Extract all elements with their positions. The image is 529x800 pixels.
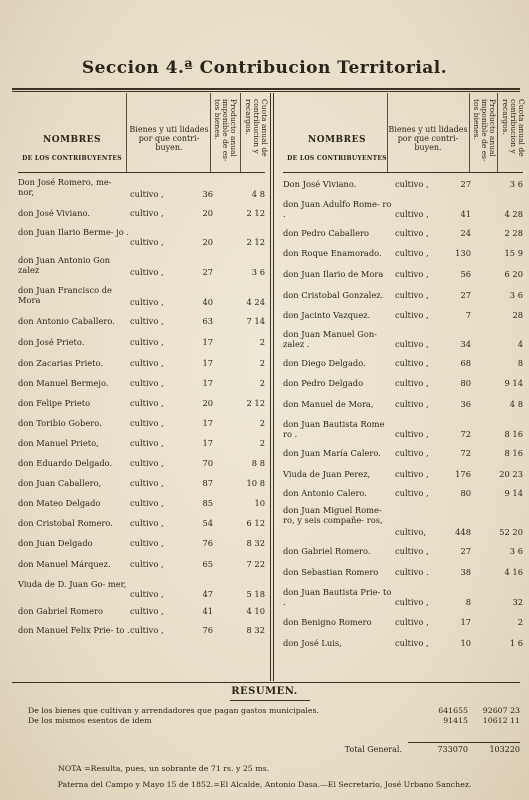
- producto-cell: 17: [202, 418, 213, 428]
- bienes-cell: cultivo ,: [395, 617, 429, 627]
- cuota-cell: 8 32: [246, 625, 265, 635]
- contributor-name: don Cristobal Romero.: [18, 518, 113, 528]
- total-producto: 733070: [437, 745, 468, 754]
- cuota-cell: 2 28: [504, 228, 523, 238]
- producto-cell: 76: [202, 625, 213, 635]
- contributor-name: don Pedro Caballero: [283, 228, 370, 238]
- cuota-cell: 2: [517, 617, 523, 627]
- cuota-cell: 4 28: [504, 209, 523, 219]
- table-row: [283, 611, 523, 633]
- header-divider: [469, 93, 470, 172]
- bienes-cell: cultivo ,: [130, 378, 164, 388]
- table-row: [18, 173, 265, 203]
- resumen-row-producto: 641655: [438, 706, 468, 715]
- resumen-rule: [230, 700, 310, 701]
- table-row: [18, 331, 265, 353]
- table-row: [283, 325, 523, 353]
- right-table: [283, 93, 526, 653]
- table-row: [18, 575, 265, 603]
- resumen-row-cuota: 92607 23: [482, 706, 520, 715]
- contributor-name: don Gabriel Romero: [18, 606, 103, 616]
- producto-cell: 85: [202, 498, 213, 508]
- table-row: [18, 603, 265, 619]
- resumen-row-label: De los mismos esentos de idem: [28, 716, 152, 725]
- bienes-cell: cultivo ,: [130, 267, 164, 277]
- producto-cell: 47: [202, 589, 213, 599]
- bienes-cell: cultivo ,: [130, 189, 164, 199]
- left-table: [18, 93, 269, 641]
- bienes-cell: cultivo ,: [130, 538, 164, 548]
- producto-cell: 36: [202, 189, 213, 199]
- table-row: [18, 619, 265, 641]
- contributor-name: Viuda de Juan Perez,: [283, 469, 371, 479]
- producto-cell: 17: [202, 337, 213, 347]
- contributor-name: don Juan Ilario de Mora: [283, 269, 384, 279]
- cuota-cell: 8: [517, 358, 523, 368]
- table-row: [283, 415, 523, 443]
- table-row: [18, 393, 265, 413]
- bienes-cell: cultivo ,: [130, 478, 164, 488]
- cuota-cell: 3 6: [251, 267, 265, 277]
- cuota-cell: 8 8: [251, 458, 265, 468]
- table-row: [283, 501, 523, 541]
- column-divider-double: [273, 93, 274, 681]
- contributor-name: don Juan Delgado: [18, 538, 93, 548]
- bienes-cell: cultivo ,: [395, 546, 429, 556]
- table-row: [283, 443, 523, 463]
- cuota-cell: 10 8: [246, 478, 265, 488]
- producto-cell: 76: [202, 538, 213, 548]
- bienes-cell: cultivo ,: [395, 469, 429, 479]
- producto-cell: 27: [202, 267, 213, 277]
- header-divider: [497, 93, 498, 172]
- table-row: [283, 393, 523, 415]
- bienes-cell: cultivo ,: [395, 209, 429, 219]
- bienes-cell: cultivo ,: [395, 399, 429, 409]
- cuota-cell: 2 12: [246, 208, 265, 218]
- producto-cell: 38: [460, 567, 471, 577]
- producto-cell: 80: [460, 378, 471, 388]
- producto-cell: 56: [460, 269, 471, 279]
- left-rows: [18, 173, 265, 641]
- page-title: Seccion 4.ª Contribucion Territorial.: [81, 58, 448, 78]
- producto-cell: 68: [460, 358, 471, 368]
- table-row: [283, 463, 523, 485]
- table-row: [283, 173, 523, 195]
- contributor-name: don Zacarias Prieto.: [18, 358, 103, 368]
- table-row: [283, 195, 523, 223]
- producto-cell: 36: [460, 399, 471, 409]
- bienes-cell: cultivo ,: [130, 559, 164, 569]
- contributor-name: don Toribio Gobero.: [18, 418, 102, 428]
- contributor-name: don Juan Bautista Rome ro .: [283, 419, 385, 439]
- cuota-cell: 8 32: [246, 538, 265, 548]
- bienes-cell: cultivo ,: [395, 310, 429, 320]
- bienes-cell: cultivo ,: [395, 248, 429, 258]
- bienes-cell: cultivo ,: [130, 398, 164, 408]
- contributor-name: don Juan Miguel Rome- ro, y seis compañe- ros,: [283, 505, 383, 525]
- bienes-cell: cultivo ,: [395, 358, 429, 368]
- cuota-cell: 2: [259, 438, 265, 448]
- producto-cell: 17: [202, 378, 213, 388]
- header-bienes: Bienes y uti lidades por que contri- buyen.: [129, 125, 209, 152]
- table-row: [283, 583, 523, 611]
- producto-cell: 54: [202, 518, 213, 528]
- bienes-cell: cultivo ,: [130, 316, 164, 326]
- contributor-name: don Jacinto Vazquez.: [283, 310, 371, 320]
- cuota-cell: 15 9: [504, 248, 523, 258]
- contributor-name: don Manuel Bermejo.: [18, 378, 109, 388]
- contributor-name: don José Prieto.: [18, 337, 85, 347]
- table-row: [18, 493, 265, 513]
- table-row: [18, 413, 265, 433]
- header-cuota: Cuota anual de contribucion y recargos.: [501, 99, 526, 157]
- bienes-cell: cultivo ,: [130, 518, 164, 528]
- contributor-name: don Gabriel Romero.: [283, 546, 371, 556]
- producto-cell: 17: [202, 358, 213, 368]
- contributor-name: don Sebastian Romero: [283, 567, 379, 577]
- producto-cell: 27: [460, 290, 471, 300]
- cuota-cell: 2 12: [246, 398, 265, 408]
- cuota-cell: 7 14: [246, 316, 265, 326]
- cuota-cell: 4 16: [504, 567, 523, 577]
- contributor-name: don Manuel Felix Prie- to .: [18, 625, 130, 635]
- cuota-cell: 3 6: [509, 546, 523, 556]
- table-row: [18, 223, 265, 251]
- signature-line: Paterna del Campo y Mayo 15 de 1852.=El Alcalde, Antonio Dasa.—El Secretario, José Urbano Sanchez.: [57, 780, 472, 789]
- cuota-cell: 2 12: [246, 237, 265, 247]
- bienes-cell: cultivo ,: [395, 429, 429, 439]
- producto-cell: 72: [460, 448, 471, 458]
- table-row: [283, 223, 523, 243]
- contributor-name: don José Luis,: [283, 638, 342, 648]
- table-row: [18, 433, 265, 453]
- cuota-cell: 9 14: [504, 488, 523, 498]
- cuota-cell: 1 6: [509, 638, 523, 648]
- total-rule: [408, 742, 520, 743]
- contributor-name: Don José Viviano.: [283, 179, 357, 189]
- resumen-row-label: De los bienes que cultivan y arrendadores que pagan gastos municipales.: [28, 706, 320, 715]
- cuota-cell: 5 18: [246, 589, 265, 599]
- producto-cell: 20: [202, 208, 213, 218]
- bienes-cell: cultivo ,: [130, 589, 164, 599]
- table-row: [283, 485, 523, 501]
- table-row: [18, 453, 265, 473]
- producto-cell: 80: [460, 488, 471, 498]
- contributor-name: don Juan Francisco de Mora: [18, 285, 112, 305]
- cuota-cell: 4 8: [251, 189, 265, 199]
- bienes-cell: cultivo ,: [395, 290, 429, 300]
- cuota-cell: 4 10: [246, 606, 265, 616]
- producto-cell: 41: [460, 209, 471, 219]
- table-row: [283, 541, 523, 561]
- cuota-cell: 3 6: [509, 179, 523, 189]
- producto-cell: 17: [202, 438, 213, 448]
- table-row: [18, 281, 265, 311]
- cuota-cell: 28: [512, 310, 523, 320]
- producto-cell: 34: [460, 339, 471, 349]
- bienes-cell: cultivo ,: [395, 638, 429, 648]
- cuota-cell: 4 24: [246, 297, 265, 307]
- producto-cell: 63: [202, 316, 213, 326]
- header-divider: [126, 93, 127, 172]
- table-row: [18, 553, 265, 575]
- header-nombres: NOMBRES: [308, 135, 366, 145]
- cuota-cell: 32: [512, 597, 523, 607]
- table-row: [283, 633, 523, 653]
- left-table-header: [18, 93, 269, 173]
- table-row: [18, 473, 265, 493]
- producto-cell: 70: [202, 458, 213, 468]
- resumen-row-cuota: 10612 11: [482, 716, 520, 725]
- contributor-name: don Juan Manuel Gon- zalez .: [283, 329, 377, 349]
- producto-cell: 27: [460, 179, 471, 189]
- contributor-name: Viuda de D. Juan Go- mer,: [18, 579, 127, 589]
- cuota-cell: 2: [259, 378, 265, 388]
- bienes-cell: cultivo ,: [130, 625, 164, 635]
- cuota-cell: 6 20: [504, 269, 523, 279]
- bienes-cell: cultivo ,: [130, 458, 164, 468]
- table-row: [18, 513, 265, 533]
- contributor-name: don Juan María Calero.: [283, 448, 381, 458]
- bienes-cell: cultivo .: [395, 567, 429, 577]
- contributor-name: don Juan Adulfo Rome- ro .: [283, 199, 392, 219]
- table-row: [283, 263, 523, 285]
- contributor-name: don Roque Enamorado.: [283, 248, 382, 258]
- title-rule: [12, 88, 520, 90]
- table-row: [283, 243, 523, 263]
- producto-cell: 130: [455, 248, 471, 258]
- right-rows: [283, 173, 523, 653]
- bienes-cell: cultivo ,: [130, 337, 164, 347]
- column-divider: [270, 93, 271, 681]
- contributor-name: don Manuel de Mora,: [283, 399, 374, 409]
- table-row: [283, 285, 523, 305]
- table-bottom-rule: [12, 682, 520, 683]
- contributor-name: don Cristobal Gonzalez.: [283, 290, 384, 300]
- table-row: [283, 353, 523, 373]
- bienes-cell: cultivo ,: [395, 339, 429, 349]
- producto-cell: 7: [465, 310, 471, 320]
- bienes-cell: cultivo ,: [130, 606, 164, 616]
- bienes-cell: cultivo ,: [130, 237, 164, 247]
- producto-cell: 24: [460, 228, 471, 238]
- cuota-cell: 52 20: [499, 527, 523, 537]
- header-cuota: Cuota anual de contribucion y recargos.: [244, 99, 269, 157]
- header-divider: [240, 93, 241, 172]
- header-nombres-sub: DE LOS CONTRIBUYENTES: [287, 155, 387, 162]
- cuota-cell: 4: [517, 339, 523, 349]
- bienes-cell: cultivo ,: [130, 297, 164, 307]
- contributor-name: don Juan Bautista Prie- to .: [283, 587, 392, 607]
- cuota-cell: 9 14: [504, 378, 523, 388]
- header-nombres: NOMBRES: [43, 135, 101, 145]
- header-nombres-sub: DE LOS CONTRIBUYENTES: [22, 155, 122, 162]
- contributor-name: don Juan Ilario Berme- jo .: [18, 227, 130, 237]
- cuota-cell: 8 16: [504, 429, 523, 439]
- cuota-cell: 7 22: [246, 559, 265, 569]
- cuota-cell: 2: [259, 358, 265, 368]
- contributor-name: don Mateo Delgado: [18, 498, 101, 508]
- bienes-cell: cultivo ,: [395, 597, 429, 607]
- cuota-cell: 4 8: [509, 399, 523, 409]
- producto-cell: 17: [460, 617, 471, 627]
- bienes-cell: cultivo ,: [395, 228, 429, 238]
- producto-cell: 41: [202, 606, 213, 616]
- producto-cell: 27: [460, 546, 471, 556]
- total-label: Total General.: [344, 745, 402, 754]
- producto-cell: 72: [460, 429, 471, 439]
- contributor-name: Don José Romero, me- nor,: [18, 177, 112, 197]
- producto-cell: 20: [202, 237, 213, 247]
- contributor-name: don Pedro Delgado: [283, 378, 364, 388]
- title-rule-thin: [12, 91, 520, 92]
- bienes-cell: cultivo ,: [130, 438, 164, 448]
- bienes-cell: cultivo ,: [130, 418, 164, 428]
- contributor-name: don Antonio Caballero.: [18, 316, 115, 326]
- cuota-cell: 3 6: [509, 290, 523, 300]
- contributor-name: don Juan Caballero,: [18, 478, 102, 488]
- cuota-cell: 2: [259, 337, 265, 347]
- cuota-cell: 2: [259, 418, 265, 428]
- header-producto: Producto anual imponible de es- tos bienes.: [213, 99, 238, 162]
- table-row: [18, 203, 265, 223]
- bienes-cell: cultivo ,: [395, 179, 429, 189]
- cuota-cell: 8 16: [504, 448, 523, 458]
- bienes-cell: cultivo ,: [395, 269, 429, 279]
- right-table-header: [283, 93, 526, 173]
- bienes-cell: cultivo ,: [395, 488, 429, 498]
- contributor-name: don Felipe Prieto: [18, 398, 91, 408]
- producto-cell: 8: [465, 597, 471, 607]
- table-row: [18, 251, 265, 281]
- table-row: [18, 353, 265, 373]
- table-row: [283, 561, 523, 583]
- contributor-name: don Manuel Márquez.: [18, 559, 111, 569]
- table-row: [18, 533, 265, 553]
- producto-cell: 40: [202, 297, 213, 307]
- header-bienes: Bienes y uti lidades por que contri- buyen.: [388, 125, 468, 152]
- header-divider: [210, 93, 211, 172]
- resumen-title: RESUMEN.: [231, 686, 298, 697]
- bienes-cell: cultivo ,: [130, 208, 164, 218]
- total-cuota: 103220: [489, 745, 520, 754]
- contributor-name: don Benigno Romero: [283, 617, 372, 627]
- contributor-name: don Diego Delgado.: [283, 358, 366, 368]
- table-row: [18, 311, 265, 331]
- bienes-cell: cultivo ,: [395, 378, 429, 388]
- bienes-cell: cultivo,: [395, 527, 426, 537]
- header-producto: Producto anual imponible de es- tos bienes.: [472, 99, 497, 162]
- cuota-cell: 20 23: [499, 469, 523, 479]
- cuota-cell: 10: [254, 498, 265, 508]
- contributor-name: don Manuel Prieto,: [18, 438, 99, 448]
- nota: NOTA =Resulta, pues, un sobrante de 71 rs. y 25 ms.: [58, 764, 270, 773]
- contributor-name: don Eduardo Delgado.: [18, 458, 113, 468]
- producto-cell: 448: [455, 527, 471, 537]
- bienes-cell: cultivo ,: [395, 448, 429, 458]
- producto-cell: 65: [202, 559, 213, 569]
- bienes-cell: cultivo ,: [130, 358, 164, 368]
- cuota-cell: 6 12: [246, 518, 265, 528]
- producto-cell: 87: [202, 478, 213, 488]
- producto-cell: 10: [460, 638, 471, 648]
- producto-cell: 176: [455, 469, 471, 479]
- contributor-name: don José Viviano.: [18, 208, 91, 218]
- bienes-cell: cultivo ,: [130, 498, 164, 508]
- table-row: [283, 373, 523, 393]
- producto-cell: 20: [202, 398, 213, 408]
- table-row: [18, 373, 265, 393]
- contributor-name: don Antonio Calero.: [283, 488, 367, 498]
- table-row: [283, 305, 523, 325]
- contributor-name: don Juan Antonio Gon zalez: [18, 255, 111, 275]
- resumen-row-producto: 91415: [443, 716, 468, 725]
